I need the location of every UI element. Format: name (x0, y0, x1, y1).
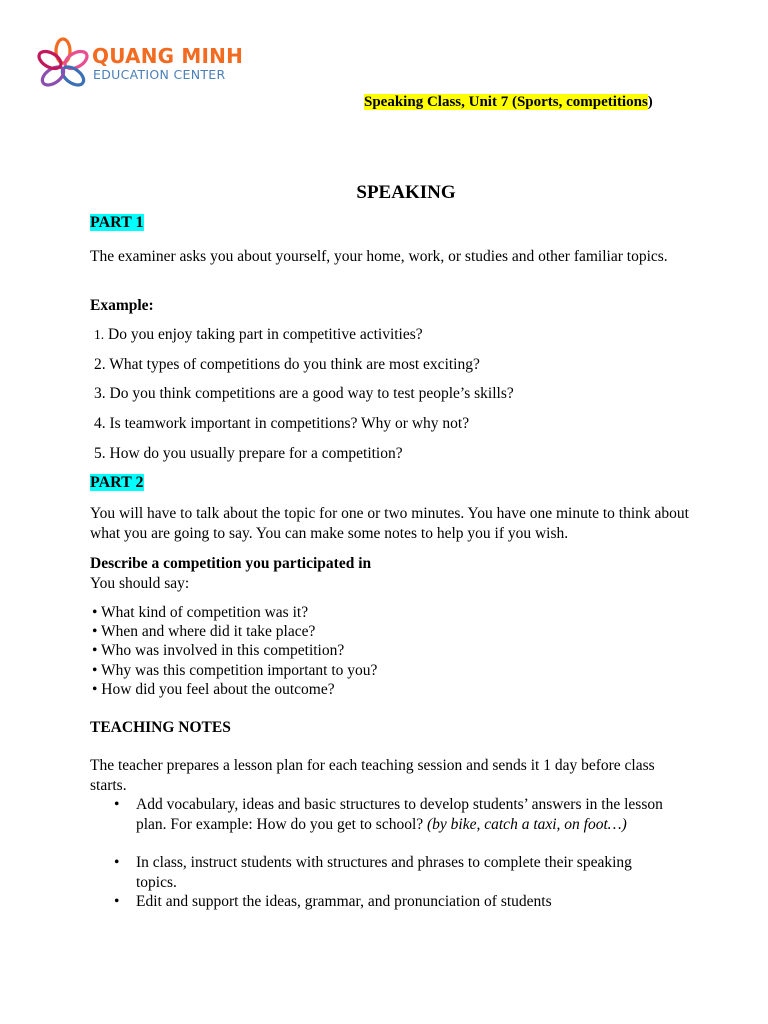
question-4 (94, 414, 469, 434)
note-text: In class, instruct students with structures and phrases to complete their speaking topics. (136, 854, 632, 891)
teaching-notes-intro: The teacher prepares a lesson plan for each teaching session and sends it 1 day before class starts. (90, 757, 655, 794)
part1-label-text: PART 1 (90, 214, 144, 231)
prompt-bullet-2: • When and where did it take place? (92, 623, 316, 640)
bullet-dot-icon: • (114, 893, 120, 910)
question-number: 1. (94, 327, 105, 342)
question-number: 5. (94, 445, 106, 462)
part2-intro: You will have to talk about the topic for one or two minutes. You have one minute to think about what you are going to say. You can make some notes to help you if you wish. (90, 505, 689, 542)
teaching-notes-title: TEACHING NOTES (90, 719, 231, 736)
question-3 (94, 384, 514, 404)
question-number: 3. (94, 385, 106, 402)
class-title (364, 94, 653, 111)
note-italic: (by bike, catch a taxi, on foot…) (427, 815, 627, 833)
class-title-text: Speaking Class, Unit 7 (Sports, competitions (364, 94, 648, 110)
flower-logo-icon (36, 36, 90, 94)
question-number: 4. (94, 415, 106, 432)
prompt-bullet-1: • What kind of competition was it? (92, 604, 309, 621)
prompt-bullet-4: • Why was this competition important to you? (92, 662, 378, 679)
note-text: Add vocabulary, ideas and basic structures to develop students’ answers in the lesson plan. For example: How do you get to school? (136, 796, 663, 833)
part2-topic: Describe a competition you participated in (90, 555, 372, 572)
should-say-label: You should say: (90, 575, 190, 592)
bullet-dot-icon: • (114, 796, 120, 813)
prompt-bullet-5: • How did you feel about the outcome? (92, 681, 335, 698)
question-text: Do you think competitions are a good way to test people’s skills? (109, 385, 514, 402)
note-item-3 (136, 892, 676, 912)
brand-name: QUANG MINH (92, 44, 244, 68)
class-title-end: ) (647, 94, 653, 110)
page-title: SPEAKING (356, 182, 456, 203)
part1-intro: The examiner asks you about yourself, your home, work, or studies and other familiar topics. (90, 248, 668, 265)
question-5 (94, 444, 403, 464)
note-item-1 (136, 795, 676, 834)
question-number: 2. (94, 356, 106, 373)
question-text: What types of competitions do you think are most exciting? (109, 356, 480, 373)
question-2 (94, 355, 480, 375)
part1-label (90, 214, 144, 232)
note-item-2 (136, 853, 676, 892)
brand-subtitle: EDUCATION CENTER (93, 67, 226, 82)
part2-label (90, 474, 144, 492)
question-text: How do you usually prepare for a competition? (109, 445, 403, 462)
question-text: Do you enjoy taking part in competitive activities? (108, 326, 423, 343)
brand-logo (36, 36, 246, 94)
bullet-dot-icon: • (114, 854, 120, 871)
example-label: Example: (90, 297, 154, 314)
note-text: Edit and support the ideas, grammar, and pronunciation of students (136, 893, 552, 910)
question-text: Is teamwork important in competitions? Why or why not? (109, 415, 470, 432)
part2-label-text: PART 2 (90, 474, 144, 491)
question-1 (94, 325, 423, 345)
prompt-bullet-3: • Who was involved in this competition? (92, 642, 345, 659)
